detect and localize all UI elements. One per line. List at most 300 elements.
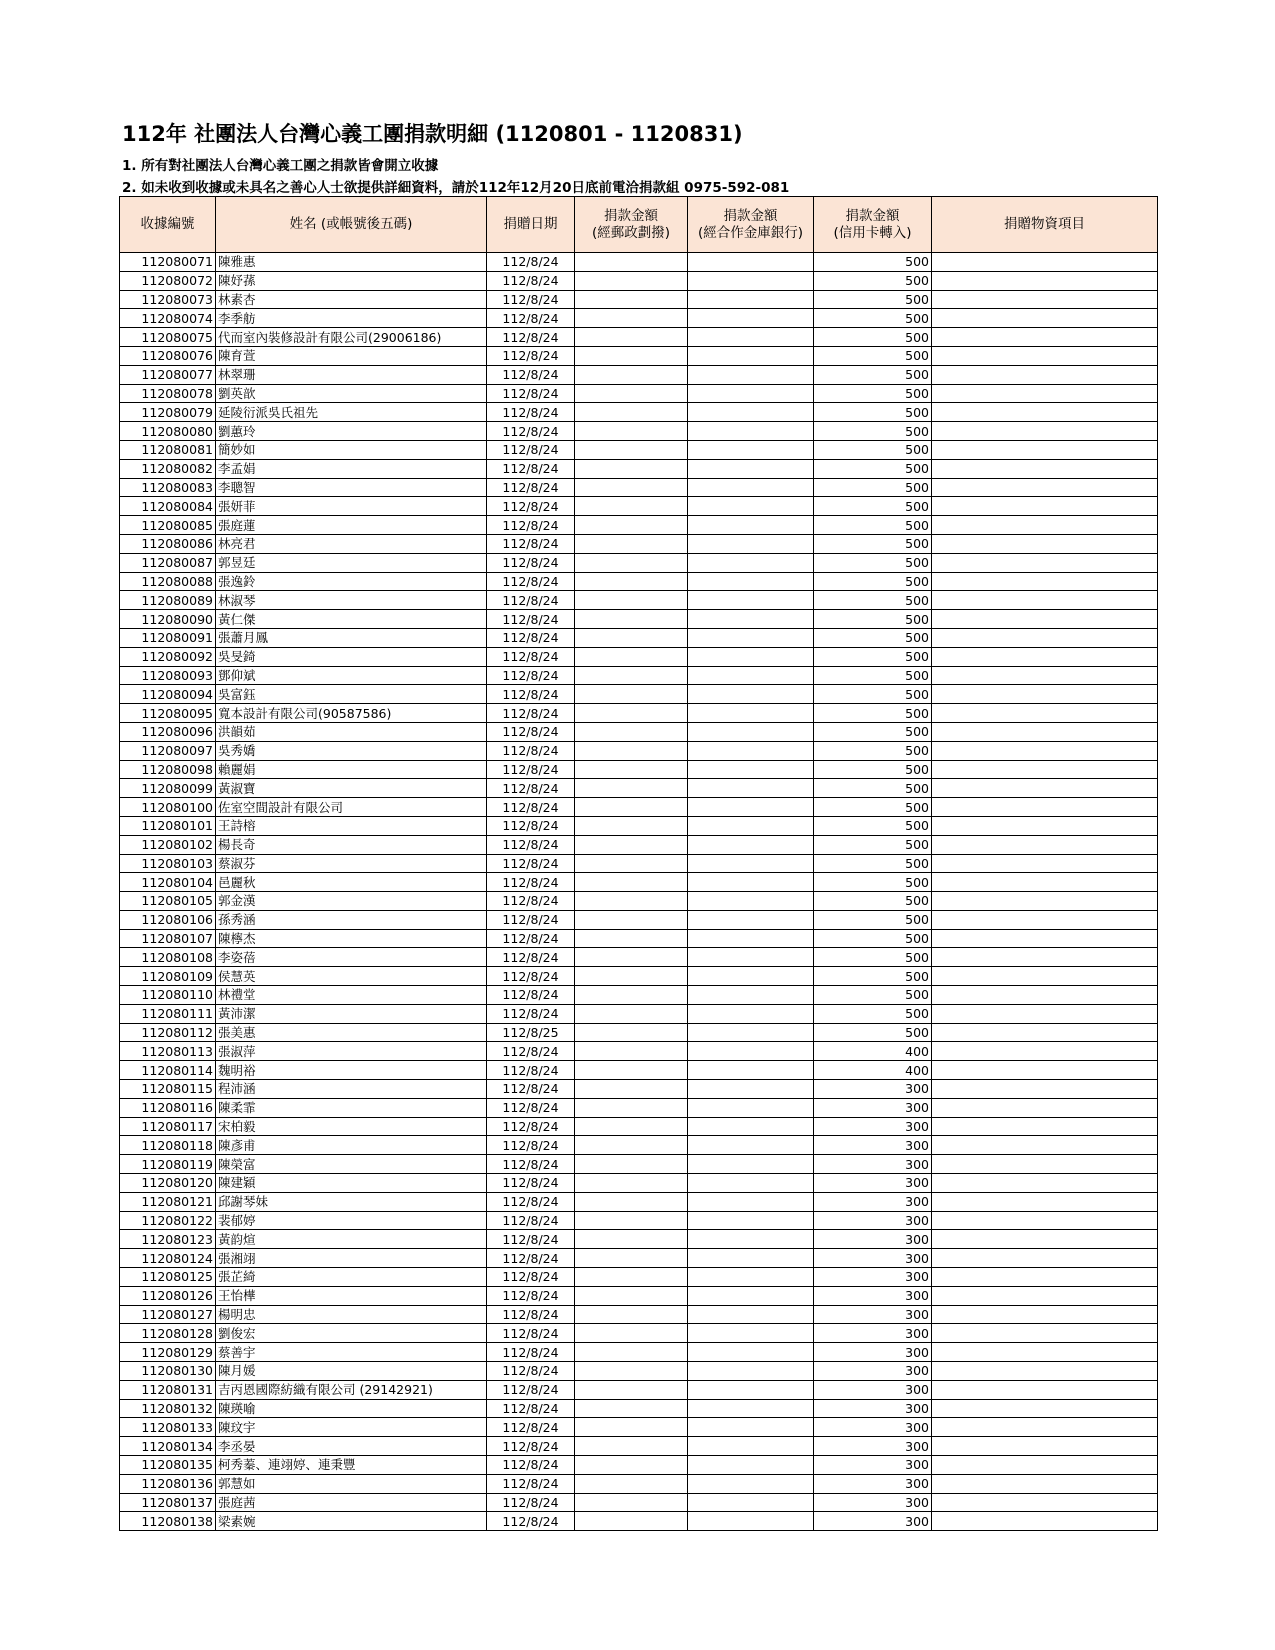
card-amount-cell: 500 [814,647,932,666]
table-row [120,704,1158,723]
donated-items-cell [932,478,1158,497]
bank-amount-cell [688,309,814,328]
card-amount-cell: 300 [814,1192,932,1211]
table-row [120,1042,1158,1061]
receipt-no-cell: 112080080 [120,422,216,441]
donated-items-cell [932,534,1158,553]
receipt-no-cell: 112080100 [120,798,216,817]
bank-amount-cell [688,929,814,948]
bank-amount-cell [688,440,814,459]
postal-amount-cell [575,1493,688,1512]
donation-date-cell: 112/8/24 [487,1305,575,1324]
table-row [120,760,1158,779]
postal-amount-cell [575,1174,688,1193]
donated-items-cell [932,591,1158,610]
donor-name-cell: 陳月媛 [216,1362,487,1381]
card-amount-cell: 500 [814,760,932,779]
donation-date-cell: 112/8/24 [487,948,575,967]
bank-amount-cell [688,384,814,403]
table-row [120,459,1158,478]
receipt-no-cell: 112080114 [120,1061,216,1080]
donated-items-cell [932,1080,1158,1099]
bank-amount-cell [688,1286,814,1305]
bank-amount-cell [688,1512,814,1531]
donor-name-cell: 洪韻茹 [216,722,487,741]
donation-date-cell: 112/8/24 [487,422,575,441]
postal-amount-cell [575,610,688,629]
bank-amount-cell [688,1061,814,1080]
donor-name-cell: 蔡淑芬 [216,854,487,873]
bank-amount-cell [688,478,814,497]
postal-amount-cell [575,1324,688,1343]
bank-amount-cell [688,892,814,911]
receipt-no-cell: 112080079 [120,403,216,422]
donated-items-cell [932,610,1158,629]
donor-name-cell: 劉英歆 [216,384,487,403]
card-amount-cell: 300 [814,1098,932,1117]
receipt-no-cell: 112080117 [120,1117,216,1136]
donated-items-cell [932,1286,1158,1305]
receipt-no-cell: 112080092 [120,647,216,666]
bank-amount-cell [688,1117,814,1136]
donor-name-cell: 陳育萱 [216,346,487,365]
donation-date-cell: 112/8/24 [487,309,575,328]
bank-amount-cell [688,459,814,478]
bank-amount-cell [688,1192,814,1211]
bank-amount-cell [688,628,814,647]
postal-amount-cell [575,1437,688,1456]
donation-date-cell: 112/8/24 [487,1362,575,1381]
receipt-no-cell: 112080131 [120,1380,216,1399]
donation-date-cell: 112/8/24 [487,572,575,591]
bank-amount-cell [688,1362,814,1381]
card-amount-cell: 500 [814,365,932,384]
donor-name-cell: 劉俊宏 [216,1324,487,1343]
bank-amount-cell [688,1380,814,1399]
card-amount-cell: 500 [814,534,932,553]
donor-name-cell: 賴麗娟 [216,760,487,779]
col-header-name: 姓名 (或帳號後五碼) [216,197,487,253]
donation-date-cell: 112/8/24 [487,1155,575,1174]
page-title: 112年 社團法人台灣心義工團捐款明細 (1120801 - 1120831) [122,122,743,146]
table-row [120,1286,1158,1305]
card-amount-cell: 500 [814,478,932,497]
donor-name-cell: 侯慧英 [216,967,487,986]
postal-amount-cell [575,290,688,309]
bank-amount-cell [688,685,814,704]
donor-name-cell: 李季舫 [216,309,487,328]
bank-amount-cell [688,1023,814,1042]
donation-date-cell: 112/8/24 [487,346,575,365]
postal-amount-cell [575,929,688,948]
postal-amount-cell [575,816,688,835]
donation-date-cell: 112/8/24 [487,1042,575,1061]
table-row [120,1418,1158,1437]
donated-items-cell [932,816,1158,835]
donation-date-cell: 112/8/24 [487,760,575,779]
card-amount-cell: 500 [814,328,932,347]
receipt-no-cell: 112080094 [120,685,216,704]
table-row [120,948,1158,967]
card-amount-cell: 500 [814,910,932,929]
postal-amount-cell [575,1004,688,1023]
donation-date-cell: 112/8/24 [487,892,575,911]
table-row [120,290,1158,309]
donated-items-cell [932,1117,1158,1136]
postal-amount-cell [575,1456,688,1475]
donation-date-cell: 112/8/24 [487,1456,575,1475]
receipt-no-cell: 112080130 [120,1362,216,1381]
receipt-no-cell: 112080134 [120,1437,216,1456]
donated-items-cell [932,1474,1158,1493]
postal-amount-cell [575,403,688,422]
donated-items-cell [932,929,1158,948]
bank-amount-cell [688,1305,814,1324]
donation-date-cell: 112/8/24 [487,873,575,892]
donor-name-cell: 陳雅惠 [216,253,487,272]
receipt-no-cell: 112080071 [120,253,216,272]
receipt-no-cell: 112080129 [120,1343,216,1362]
receipt-no-cell: 112080118 [120,1136,216,1155]
table-row [120,553,1158,572]
donor-name-cell: 林亮君 [216,534,487,553]
receipt-no-cell: 112080102 [120,835,216,854]
bank-amount-cell [688,1456,814,1475]
donation-date-cell: 112/8/24 [487,1343,575,1362]
donor-name-cell: 張庭茜 [216,1493,487,1512]
postal-amount-cell [575,1136,688,1155]
receipt-no-cell: 112080122 [120,1211,216,1230]
table-row [120,591,1158,610]
table-body [120,253,1158,1531]
receipt-no-cell: 112080116 [120,1098,216,1117]
receipt-no-cell: 112080126 [120,1286,216,1305]
donation-date-cell: 112/8/24 [487,1080,575,1099]
donation-date-cell: 112/8/24 [487,1061,575,1080]
table-row [120,722,1158,741]
table-row [120,628,1158,647]
donation-date-cell: 112/8/24 [487,1380,575,1399]
bank-amount-cell [688,1249,814,1268]
donor-name-cell: 陳妤蓀 [216,271,487,290]
card-amount-cell: 500 [814,986,932,1005]
donated-items-cell [932,1249,1158,1268]
donation-date-cell: 112/8/24 [487,365,575,384]
donor-name-cell: 程沛涵 [216,1080,487,1099]
donor-name-cell: 陳彥甫 [216,1136,487,1155]
donation-date-cell: 112/8/24 [487,816,575,835]
table-row [120,1155,1158,1174]
donation-date-cell: 112/8/24 [487,384,575,403]
donated-items-cell [932,1437,1158,1456]
donor-name-cell: 宋柏毅 [216,1117,487,1136]
donor-name-cell: 孫秀涵 [216,910,487,929]
donor-name-cell: 李丞晏 [216,1437,487,1456]
donation-date-cell: 112/8/24 [487,478,575,497]
donation-date-cell: 112/8/24 [487,722,575,741]
table-row [120,1136,1158,1155]
postal-amount-cell [575,309,688,328]
bank-amount-cell [688,910,814,929]
bank-amount-cell [688,328,814,347]
donation-date-cell: 112/8/24 [487,553,575,572]
table-row [120,346,1158,365]
donation-date-cell: 112/8/24 [487,271,575,290]
receipt-no-cell: 112080097 [120,741,216,760]
postal-amount-cell [575,422,688,441]
card-amount-cell: 300 [814,1418,932,1437]
donor-name-cell: 李姿蓓 [216,948,487,967]
donor-name-cell: 王詩榕 [216,816,487,835]
donation-date-cell: 112/8/24 [487,328,575,347]
table-row [120,1192,1158,1211]
donor-name-cell: 吳富鈺 [216,685,487,704]
receipt-no-cell: 112080095 [120,704,216,723]
table-row [120,478,1158,497]
card-amount-cell: 300 [814,1437,932,1456]
col-header-items: 捐贈物資項目 [932,197,1158,253]
donor-name-cell: 張湘翊 [216,1249,487,1268]
bank-amount-cell [688,647,814,666]
postal-amount-cell [575,1211,688,1230]
table-row [120,1437,1158,1456]
bank-amount-cell [688,271,814,290]
donation-date-cell: 112/8/24 [487,647,575,666]
postal-amount-cell [575,704,688,723]
donated-items-cell [932,666,1158,685]
donated-items-cell [932,384,1158,403]
receipt-no-cell: 112080105 [120,892,216,911]
donated-items-cell [932,910,1158,929]
card-amount-cell: 300 [814,1230,932,1249]
donated-items-cell [932,422,1158,441]
donor-name-cell: 黃淑寶 [216,779,487,798]
bank-amount-cell [688,666,814,685]
donated-items-cell [932,1418,1158,1437]
bank-amount-cell [688,253,814,272]
postal-amount-cell [575,440,688,459]
donation-date-cell: 112/8/24 [487,779,575,798]
postal-amount-cell [575,873,688,892]
table-row [120,666,1158,685]
table-row [120,1117,1158,1136]
receipt-no-cell: 112080078 [120,384,216,403]
card-amount-cell: 500 [814,854,932,873]
table-row [120,1023,1158,1042]
table-row [120,1211,1158,1230]
postal-amount-cell [575,1117,688,1136]
card-amount-cell: 300 [814,1080,932,1099]
donation-date-cell: 112/8/24 [487,610,575,629]
receipt-no-cell: 112080135 [120,1456,216,1475]
donation-date-cell: 112/8/25 [487,1023,575,1042]
card-amount-cell: 500 [814,516,932,535]
donation-date-cell: 112/8/24 [487,628,575,647]
card-amount-cell: 500 [814,440,932,459]
postal-amount-cell [575,346,688,365]
postal-amount-cell [575,666,688,685]
bank-amount-cell [688,422,814,441]
donated-items-cell [932,1456,1158,1475]
donor-name-cell: 張庭蓮 [216,516,487,535]
card-amount-cell: 500 [814,497,932,516]
donor-name-cell: 邱謝琴妹 [216,1192,487,1211]
donated-items-cell [932,365,1158,384]
col-header-postal-amount: 捐款金額 (經郵政劃撥) [575,197,688,253]
donated-items-cell [932,760,1158,779]
donation-date-cell: 112/8/24 [487,459,575,478]
card-amount-cell: 300 [814,1343,932,1362]
bank-amount-cell [688,346,814,365]
card-amount-cell: 500 [814,779,932,798]
table-row [120,1268,1158,1287]
receipt-no-cell: 112080085 [120,516,216,535]
table-row [120,741,1158,760]
bank-amount-cell [688,816,814,835]
bank-amount-cell [688,1155,814,1174]
note-contact-info: 2. 如未收到收據或未具名之善心人士欲提供詳細資料，請於112年12月20日底前電洽捐款組 0975-592-081 [122,180,790,196]
donor-name-cell: 梁素婉 [216,1512,487,1531]
donor-name-cell: 蔡善宇 [216,1343,487,1362]
bank-amount-cell [688,1211,814,1230]
card-amount-cell: 500 [814,309,932,328]
receipt-no-cell: 112080098 [120,760,216,779]
postal-amount-cell [575,1474,688,1493]
card-amount-cell: 300 [814,1456,932,1475]
donor-name-cell: 代而室內裝修設計有限公司(29006186) [216,328,487,347]
donated-items-cell [932,948,1158,967]
donor-name-cell: 吳旻錡 [216,647,487,666]
donation-date-cell: 112/8/24 [487,986,575,1005]
card-amount-cell: 500 [814,553,932,572]
card-amount-cell: 300 [814,1174,932,1193]
bank-amount-cell [688,553,814,572]
donation-date-cell: 112/8/24 [487,1512,575,1531]
card-amount-cell: 500 [814,290,932,309]
donated-items-cell [932,779,1158,798]
postal-amount-cell [575,1512,688,1531]
card-amount-cell: 300 [814,1211,932,1230]
receipt-no-cell: 112080075 [120,328,216,347]
donor-name-cell: 吉丙恩國際紡織有限公司 (29142921) [216,1380,487,1399]
table-row [120,986,1158,1005]
donated-items-cell [932,1380,1158,1399]
postal-amount-cell [575,779,688,798]
donated-items-cell [932,741,1158,760]
donation-date-cell: 112/8/24 [487,798,575,817]
table-row [120,1004,1158,1023]
donated-items-cell [932,516,1158,535]
donated-items-cell [932,1061,1158,1080]
donor-name-cell: 張芷綺 [216,1268,487,1287]
receipt-no-cell: 112080110 [120,986,216,1005]
receipt-no-cell: 112080112 [120,1023,216,1042]
donor-name-cell: 郭昱廷 [216,553,487,572]
donation-date-cell: 112/8/24 [487,1286,575,1305]
donated-items-cell [932,1023,1158,1042]
postal-amount-cell [575,986,688,1005]
donated-items-cell [932,986,1158,1005]
receipt-no-cell: 112080120 [120,1174,216,1193]
postal-amount-cell [575,572,688,591]
receipt-no-cell: 112080087 [120,553,216,572]
bank-amount-cell [688,591,814,610]
receipt-no-cell: 112080137 [120,1493,216,1512]
table-row [120,309,1158,328]
donation-date-cell: 112/8/24 [487,854,575,873]
table-row [120,1399,1158,1418]
table-row [120,384,1158,403]
donated-items-cell [932,271,1158,290]
receipt-no-cell: 112080090 [120,610,216,629]
donated-items-cell [932,309,1158,328]
receipt-no-cell: 112080121 [120,1192,216,1211]
receipt-no-cell: 112080077 [120,365,216,384]
postal-amount-cell [575,1305,688,1324]
table-row [120,422,1158,441]
receipt-no-cell: 112080072 [120,271,216,290]
donor-name-cell: 鄧仰斌 [216,666,487,685]
table-row [120,440,1158,459]
bank-amount-cell [688,722,814,741]
donation-date-cell: 112/8/24 [487,666,575,685]
table-row [120,1098,1158,1117]
bank-amount-cell [688,835,814,854]
card-amount-cell: 300 [814,1249,932,1268]
table-row [120,1324,1158,1343]
receipt-no-cell: 112080081 [120,440,216,459]
card-amount-cell: 500 [814,253,932,272]
donation-date-cell: 112/8/24 [487,1418,575,1437]
receipt-no-cell: 112080076 [120,346,216,365]
postal-amount-cell [575,1399,688,1418]
card-amount-cell: 400 [814,1061,932,1080]
postal-amount-cell [575,760,688,779]
card-amount-cell: 300 [814,1117,932,1136]
postal-amount-cell [575,1418,688,1437]
receipt-no-cell: 112080103 [120,854,216,873]
table-row [120,967,1158,986]
donor-name-cell: 張淑萍 [216,1042,487,1061]
donation-table [119,196,1158,1531]
donor-name-cell: 魏明裕 [216,1061,487,1080]
donation-date-cell: 112/8/24 [487,835,575,854]
card-amount-cell: 500 [814,384,932,403]
receipt-no-cell: 112080115 [120,1080,216,1099]
receipt-no-cell: 112080083 [120,478,216,497]
postal-amount-cell [575,722,688,741]
card-amount-cell: 500 [814,591,932,610]
donor-name-cell: 黃沛潔 [216,1004,487,1023]
donor-name-cell: 郭慧如 [216,1474,487,1493]
donated-items-cell [932,1174,1158,1193]
donor-name-cell: 佐室空間設計有限公司 [216,798,487,817]
donated-items-cell [932,704,1158,723]
donated-items-cell [932,497,1158,516]
bank-amount-cell [688,798,814,817]
receipt-no-cell: 112080125 [120,1268,216,1287]
donated-items-cell [932,1192,1158,1211]
donor-name-cell: 張逸鈴 [216,572,487,591]
bank-amount-cell [688,986,814,1005]
postal-amount-cell [575,384,688,403]
postal-amount-cell [575,365,688,384]
table-row [120,1456,1158,1475]
receipt-no-cell: 112080073 [120,290,216,309]
bank-amount-cell [688,1399,814,1418]
receipt-no-cell: 112080089 [120,591,216,610]
receipt-no-cell: 112080091 [120,628,216,647]
